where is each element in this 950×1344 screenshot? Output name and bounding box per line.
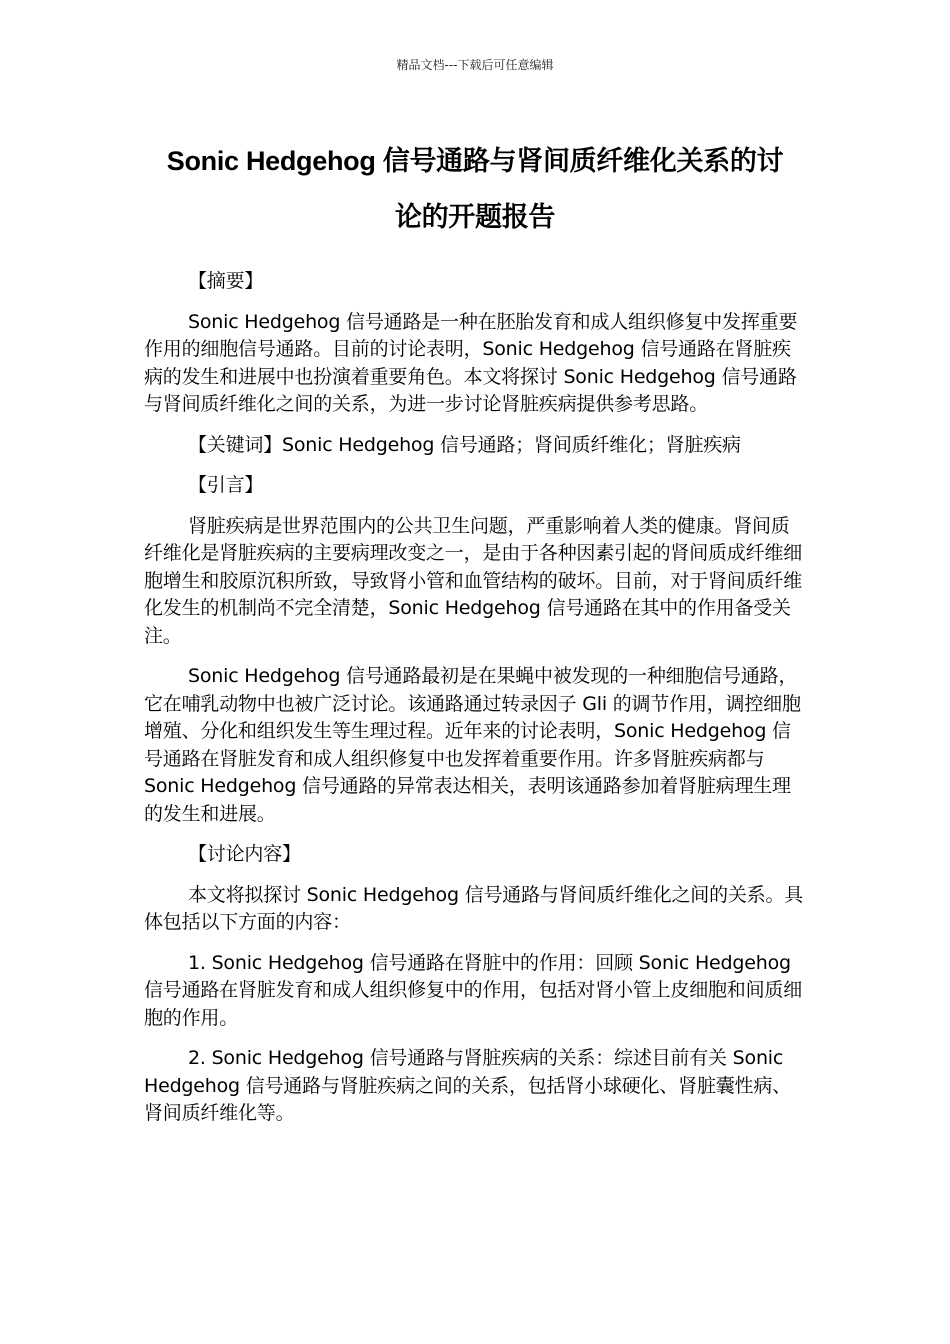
content-item-2: 2. Sonic Hedgehog 信号通路与肾脏疾病的关系：综述目前有关 Sonic Hedgehog 信号通路与肾脏疾病之间的关系，包括肾小球硬化、肾脏囊性病、肾间质纤维化等。 bbox=[144, 1047, 791, 1124]
intro-paragraph-2: Sonic Hedgehog 信号通路最初是在果蝇中被发现的一种细胞信号通路，它在哺乳动物中也被广泛讨论。该通路通过转录因子 Gli 的调节作用，调控细胞增殖、分化和组织发生等生理过程。近年来的讨论表明，Sonic Hedgehog 信号通路在肾脏发育和成人组织修复中也发挥着重要作用。许多肾脏疾病都与 Sonic Hedgehog 信号通路的异常表达相关，表明该通路参加着肾脏病理生理的发生和进展。 bbox=[144, 665, 801, 825]
abstract-heading: 【摘要】 bbox=[188, 270, 264, 292]
content-heading: 【讨论内容】 bbox=[188, 843, 301, 865]
abstract-paragraph: Sonic Hedgehog 信号通路是一种在胚胎发育和成人组织修复中发挥重要作用的细胞信号通路。目前的讨论表明，Sonic Hedgehog 信号通路在肾脏疾病的发生和进展中也扮演着重要角色。本文将探讨 Sonic Hedgehog 信号通路与肾间质纤维化之间的关系，为进一步讨论肾脏疾病提供参考思路。 bbox=[144, 310, 798, 415]
intro-paragraph-1: 肾脏疾病是世界范围内的公共卫生问题，严重影响着人类的健康。肾间质纤维化是肾脏疾病的主要病理改变之一，是由于各种因素引起的肾间质成纤维细胞增生和胶原沉积所致，导致肾小管和血管结构的破坏。目前，对于肾间质纤维化发生的机制尚不完全清楚，Sonic Hedgehog 信号通路在其中的作用备受关注。 bbox=[144, 514, 803, 647]
title-line-1: Sonic Hedgehog 信号通路与肾间质纤维化关系的讨 bbox=[166, 146, 784, 176]
keywords-paragraph: 【关键词】Sonic Hedgehog 信号通路；肾间质纤维化；肾脏疾病 bbox=[188, 433, 741, 456]
title-line-2: 论的开题报告 bbox=[394, 202, 556, 232]
document-body bbox=[144, 268, 806, 1141]
content-item-1: 1. Sonic Hedgehog 信号通路在肾脏中的作用：回顾 Sonic Hedgehog 信号通路在肾脏发育和成人组织修复中的作用，包括对肾小管上皮细胞和间质细胞的作用。 bbox=[144, 951, 803, 1029]
content-intro-paragraph: 本文将拟探讨 Sonic Hedgehog 信号通路与肾间质纤维化之间的关系。具体包括以下方面的内容： bbox=[144, 883, 804, 933]
intro-heading: 【引言】 bbox=[188, 474, 264, 496]
document-title bbox=[140, 133, 810, 245]
header-note: 精品文档---下载后可任意编辑 bbox=[396, 58, 554, 72]
